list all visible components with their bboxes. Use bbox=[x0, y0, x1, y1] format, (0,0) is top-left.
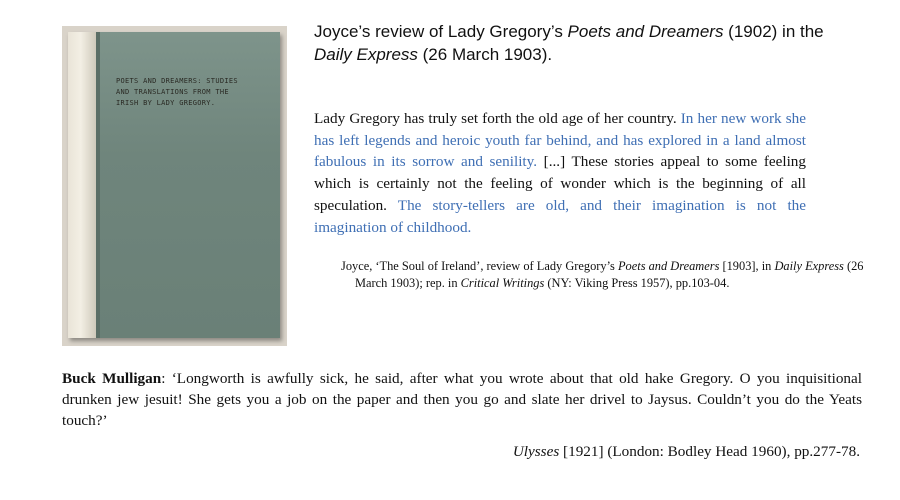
book-spine-edge bbox=[96, 32, 100, 338]
book-label-line: IRISH BY LADY GREGORY. bbox=[116, 99, 216, 107]
citation-text: [1903], in bbox=[719, 259, 775, 273]
citation-text: Joyce, ‘The Soul of Ireland’, review of Lady Gregory’s bbox=[341, 259, 618, 273]
speaker-name: Buck Mulligan bbox=[62, 370, 162, 387]
heading-text: (26 March 1903). bbox=[417, 45, 553, 64]
quote-highlight: In her new work she has left legends and heroic youth far behind, and has explored in a land almost fabulous in its sorrow and senility. bbox=[314, 110, 806, 171]
ulysses-citation bbox=[513, 441, 860, 462]
heading-newspaper-title: Daily Express bbox=[314, 45, 418, 64]
citation-text: (NY: Viking Press 1957), pp.103-04. bbox=[544, 276, 730, 290]
ulysses-quote bbox=[62, 368, 862, 432]
citation-title: Poets and Dreamers bbox=[617, 259, 720, 273]
book-label-line: POETS AND DREAMERS: STUDIES bbox=[116, 77, 238, 85]
citation-title: Daily Express bbox=[774, 259, 844, 273]
heading-text: Joyce’s review of Lady Gregory’s bbox=[314, 22, 568, 41]
ulysses-title: Ulysses bbox=[512, 443, 560, 460]
quote-highlight: The story-tellers are old, and their imagination is not the imagination of childhood. bbox=[314, 196, 806, 236]
quote-text: Lady Gregory has truly set forth the old age of her country. bbox=[314, 110, 681, 127]
review-quote bbox=[314, 108, 806, 238]
heading-book-title: Poets and Dreamers bbox=[567, 22, 724, 41]
ulysses-citation-text: [1921] (London: Bodley Head 1960), pp.277-78. bbox=[559, 443, 860, 460]
page-heading bbox=[314, 20, 874, 66]
book-cover bbox=[68, 32, 280, 338]
book-label-line: AND TRANSLATIONS FROM THE bbox=[116, 88, 229, 96]
heading-text: (1902) in the bbox=[723, 22, 824, 41]
book-spine bbox=[68, 32, 96, 338]
book-photo bbox=[62, 26, 287, 346]
quote-text: [...] These stories appeal to some feeling which is certainly not the feeling of wonder which is the beginning of all speculation. bbox=[314, 153, 806, 214]
book-title-label bbox=[116, 76, 268, 109]
citation-text: (26 March 1903); rep. in bbox=[355, 259, 864, 290]
citation-title: Critical Writings bbox=[460, 276, 545, 290]
review-citation bbox=[341, 258, 880, 292]
ulysses-quote-text: : ‘Longworth is awfully sick, he said, after what you wrote about that old hake Gregory. O you inquisitional drunken jew jesuit! She gets you a job on the paper and then you go and slate her drivel to Jaysus. Couldn’t you do the Yeats touch?’ bbox=[62, 370, 862, 430]
